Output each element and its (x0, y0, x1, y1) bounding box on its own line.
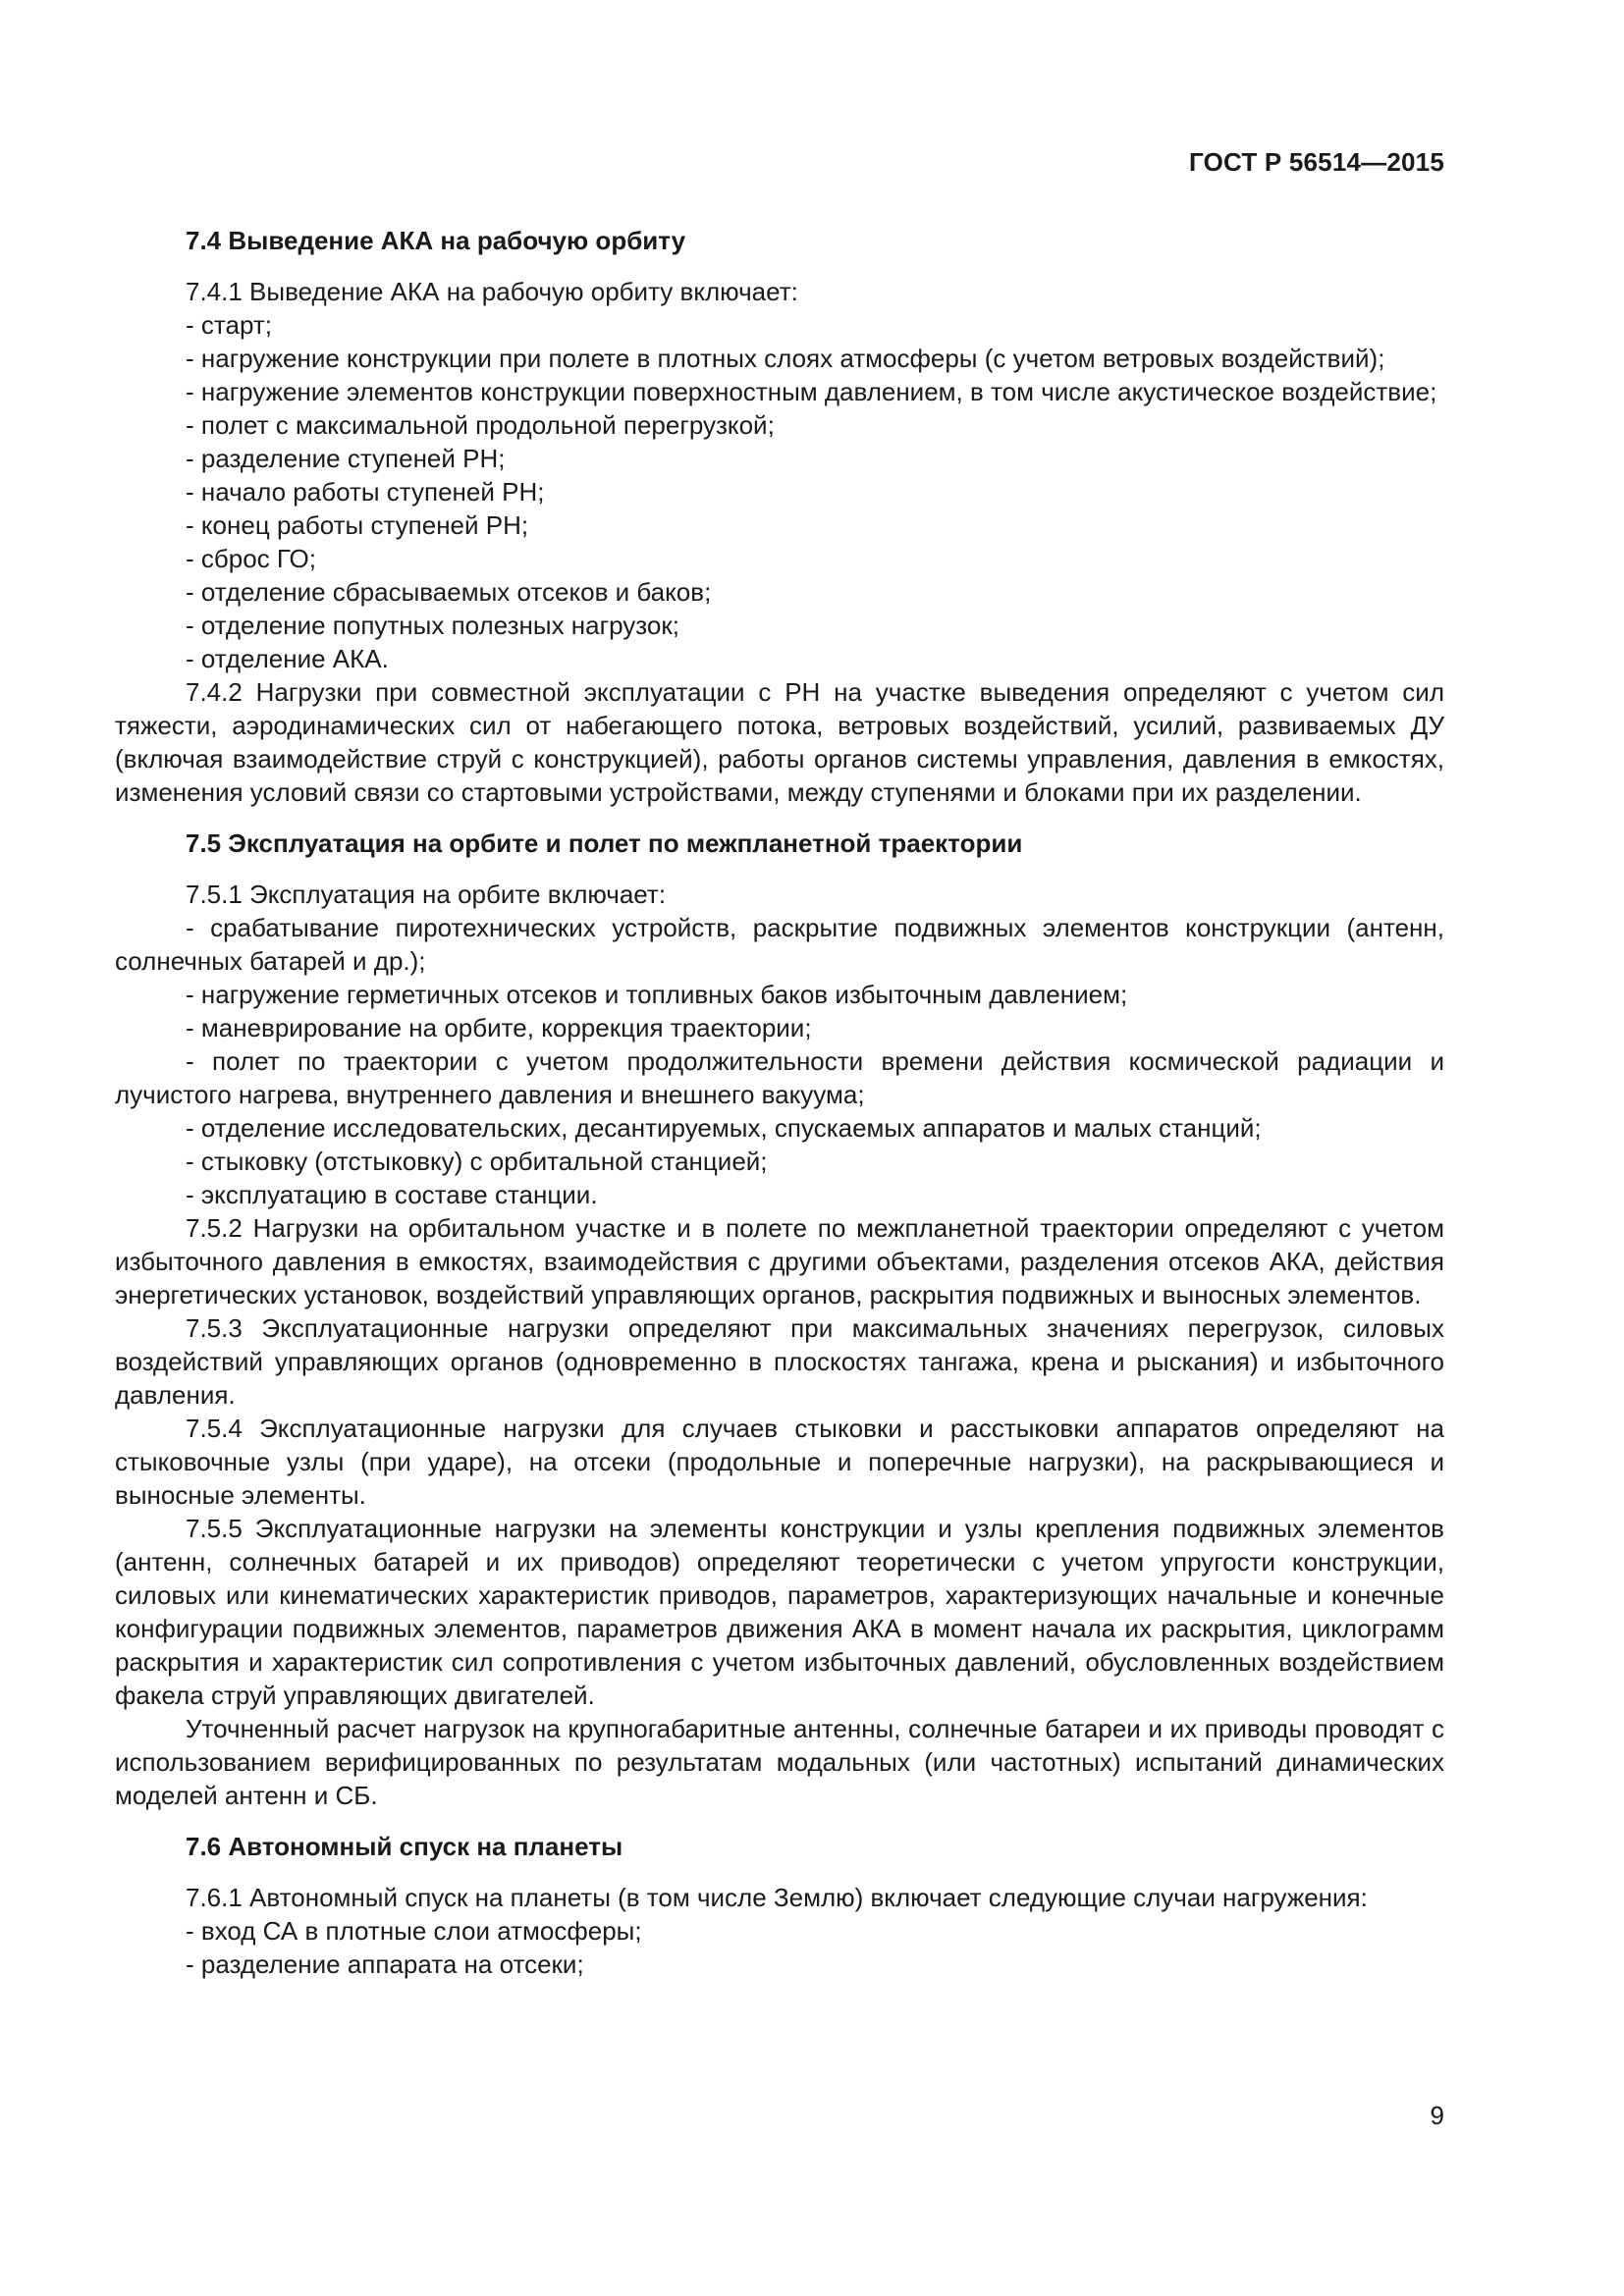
list-item: - начало работы ступеней РН; (186, 477, 545, 507)
list-item: - полет с максимальной продольной перегрузкой; (186, 410, 775, 440)
paragraph: 7.6.1 Автономный спуск на планеты (в том числе Землю) включает следующие случаи нагружения: (186, 1883, 1368, 1912)
paragraph: 7.5.5 Эксплуатационные нагрузки на элементы конструкции и узлы крепления подвижных элементов (антенн, солнечных батарей и их приводов) определяют теоретически с учетом упругости конструкции, силовых или кинематических характеристик приводов, параметров, характеризующих начальные и конечные конфигурации подвижных элементов, параметров движения АКА в момент начала их раскрытия, циклограмм раскрытия и характеристик сил сопротивления с учетом избыточных давлений, обусловленных воздействием факела струй управляющих двигателей. (115, 1514, 1444, 1710)
list-item: - сброс ГО; (186, 544, 316, 573)
list-item: - отделение исследовательских, десантируемых, спускаемых аппаратов и малых станций; (186, 1113, 1262, 1143)
section-title-7-6: 7.6 Автономный спуск на планеты (186, 1832, 623, 1861)
list-item: - отделение попутных полезных нагрузок; (186, 611, 679, 640)
page-number: 9 (1430, 2101, 1444, 2130)
list-item: - нагружение герметичных отсеков и топливных баков избыточным давлением; (186, 980, 1128, 1009)
paragraph: 7.5.3 Эксплуатационные нагрузки определяют при максимальных значениях перегрузок, силовых воздействий управляющих органов (одновременно в плоскостях тангажа, крена и рыскания) и избыточного давления. (115, 1313, 1444, 1410)
list-item: - вход СА в плотные слои атмосферы; (186, 1916, 642, 1946)
paragraph: 7.5.4 Эксплуатационные нагрузки для случаев стыковки и расстыковки аппаратов определяют на стыковочные узлы (при ударе), на отсеки (продольные и поперечные нагрузки), на раскрывающиеся и выносные элементы. (115, 1414, 1444, 1510)
document-header: ГОСТ Р 56514—2015 (1189, 147, 1444, 177)
paragraph: 7.4.2 Нагрузки при совместной эксплуатации с РН на участке выведения определяют с учетом сил тяжести, аэродинамических сил от набегающего потока, ветровых воздействий, усилий, развиваемых ДУ (включая взаимодействие струй с конструкцией), работы органов системы управления, давления в емкостях, изменения условий связи со стартовыми устройствами, между ступенями и блоками при их разделении. (115, 677, 1444, 807)
list-item: - конец работы ступеней РН; (186, 510, 529, 540)
paragraph: 7.5.1 Эксплуатация на орбите включает: (186, 880, 667, 909)
section-title-7-5: 7.5 Эксплуатация на орбите и полет по межпланетной траектории (186, 828, 1023, 858)
list-item: - разделение ступеней РН; (186, 444, 506, 473)
list-item: - разделение аппарата на отсеки; (186, 1949, 584, 1979)
list-item: - отделение АКА. (186, 644, 389, 673)
list-item: - нагружение элементов конструкции поверхностным давлением, в том числе акустическое воздействие; (186, 377, 1437, 406)
paragraph: 7.4.1 Выведение АКА на рабочую орбиту включает: (186, 277, 798, 306)
section-title-7-4: 7.4 Выведение АКА на рабочую орбиту (186, 226, 686, 255)
paragraph: 7.5.2 Нагрузки на орбитальном участке и в полете по межпланетной траектории определяют с учетом избыточного давления в емкостях, взаимодействия с другими объектами, разделения отсеков АКА, действия энергетических установок, воздействий управляющих органов, раскрытия подвижных и выносных элементов. (115, 1213, 1444, 1309)
list-item: - срабатывание пиротехнических устройств, раскрытие подвижных элементов конструкции (антенн, солнечных батарей и др.); (115, 913, 1444, 976)
list-item: - старт; (186, 310, 272, 340)
list-item: - эксплуатацию в составе станции. (186, 1180, 598, 1209)
list-item: - стыковку (отстыковку) с орбитальной станцией; (186, 1147, 768, 1176)
list-item: - отделение сбрасываемых отсеков и баков; (186, 577, 712, 607)
document-body (115, 224, 1444, 1981)
list-item: - полет по траектории с учетом продолжительности времени действия космической радиации и лучистого нагрева, внутреннего давления и внешнего вакуума; (115, 1046, 1444, 1109)
paragraph: Уточненный расчет нагрузок на крупногабаритные антенны, солнечные батареи и их приводы проводят с использованием верифицированных по результатам модальных (или частотных) испытаний динамических моделей антенн и СБ. (115, 1714, 1444, 1810)
list-item: - нагружение конструкции при полете в плотных слоях атмосферы (с учетом ветровых воздействий); (186, 344, 1385, 373)
list-item: - маневрирование на орбите, коррекция траектории; (186, 1013, 812, 1042)
